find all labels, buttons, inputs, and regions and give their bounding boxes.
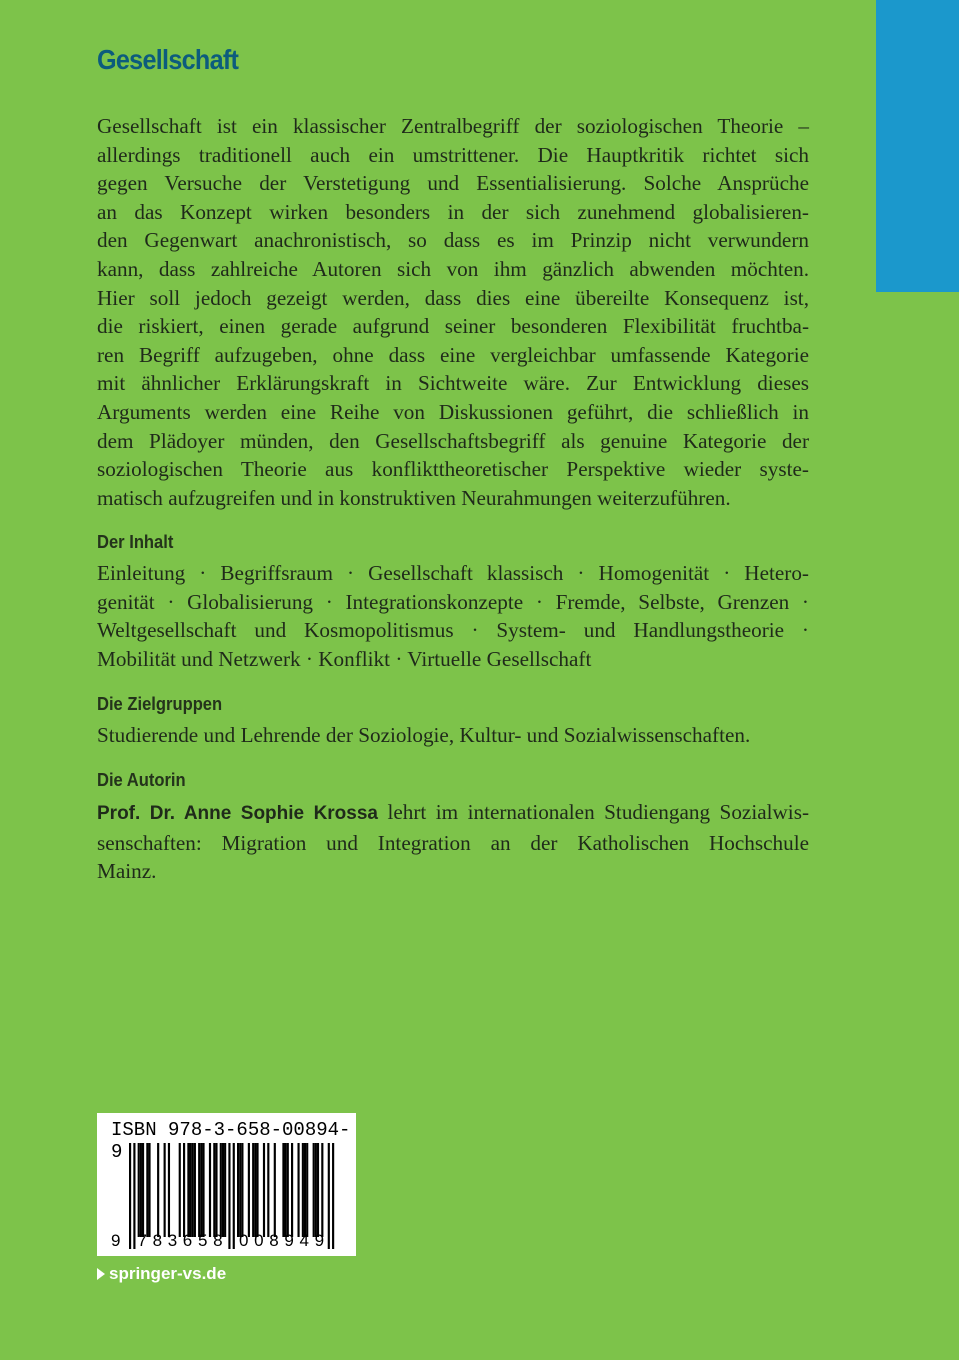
barcode-bar (302, 1143, 304, 1237)
text-line: ren Begriff aufzugeben, ohne dass eine vergleichbar umfassende Kategorie (97, 342, 809, 367)
barcode-bar (252, 1143, 254, 1237)
barcode-bar (213, 1143, 215, 1237)
text-line: Hier soll jedoch gezeigt werden, dass dies eine übereilte Konsequenz ist, (97, 285, 809, 310)
barcode-bar (146, 1143, 148, 1237)
barcode-bar (248, 1143, 250, 1237)
barcode-bar (129, 1143, 131, 1249)
book-title: Gesellschaft (97, 44, 239, 75)
inhalt-heading: Der Inhalt (97, 532, 174, 552)
ean-digit: 9 (314, 1231, 325, 1250)
barcode-bar (254, 1143, 256, 1237)
barcode-bar (220, 1143, 222, 1237)
text-line: genität · Globalisierung · Integrationskonzepte · Fremde, Selbste, Grenzen · (97, 589, 809, 614)
barcode-bar (228, 1143, 230, 1249)
text-line: Mobilität und Netzwerk · Konflikt · Virtuelle Gesellschaft (97, 646, 592, 671)
ean-digit: 8 (152, 1231, 163, 1250)
barcode-bar (239, 1143, 241, 1237)
autorin-heading: Die Autorin (97, 770, 186, 790)
text-line: gegen Versuche der Verstetigung und Essentialisierung. Solche Ansprüche (97, 171, 809, 196)
barcode-bar (297, 1143, 299, 1237)
barcode-bar (315, 1143, 317, 1237)
barcode-bar (142, 1143, 144, 1237)
ean-digit: 3 (167, 1231, 178, 1250)
barcode-bar (321, 1143, 323, 1237)
zielgruppen-heading: Die Zielgruppen (97, 694, 223, 714)
autorin-text: Prof. Dr. Anne Sophie Krossa lehrt im internationalen Studiengang Sozialwis- senschaften: Migration und Integration an der Katholischen Hochschule Mainz. (97, 800, 809, 884)
barcode-bar (256, 1143, 258, 1237)
isbn-label: ISBN 978-3-658-00894-9 (111, 1119, 351, 1163)
text-line: kann, dass zahlreiche Autoren sich von ihm gänzlich abwenden möchten. (97, 256, 809, 281)
ean-digit: 9 (111, 1231, 121, 1250)
play-arrow-icon (97, 1268, 105, 1280)
barcode-bar (202, 1143, 204, 1237)
text-line: die riskiert, einen gerade aufgrund seiner besonderen Flexibilität fruchtba- (97, 314, 809, 339)
barcode-bar (179, 1143, 181, 1237)
text-line: Gesellschaft ist ein klassischer Zentralbegriff der soziologischen Theorie – (97, 114, 809, 138)
isbn-barcode (97, 1113, 356, 1256)
barcode-bar (198, 1143, 200, 1237)
barcode-bar (241, 1143, 243, 1237)
barcode-bar (140, 1143, 142, 1237)
text-line: Arguments werden eine Reihe von Diskussionen geführt, die schließlich in (97, 399, 809, 424)
text-line: dem Plädoyer münden, den Gesellschaftsbegriff als genuine Kategorie der (97, 428, 809, 453)
barcode-bar (306, 1143, 308, 1237)
barcode-bar (274, 1143, 276, 1237)
barcode-bar (164, 1143, 166, 1237)
barcode-bar (263, 1143, 265, 1237)
barcode-bar (222, 1143, 224, 1237)
barcode-bar (287, 1143, 289, 1237)
barcode-bar (157, 1143, 159, 1237)
barcode-bar (233, 1143, 235, 1249)
barcode-bar (194, 1143, 196, 1237)
barcode-bar (168, 1143, 170, 1237)
text-line: matisch aufzugreifen und in konstruktiven Neurahmungen weiterzuführen. (97, 485, 731, 510)
barcode-bar (189, 1143, 191, 1237)
ean-digit: 5 (198, 1231, 208, 1250)
zielgruppen-text (97, 721, 809, 750)
barcode-bar (317, 1143, 319, 1237)
ean-digit: 9 (284, 1231, 294, 1250)
barcode-bar (267, 1143, 269, 1237)
barcode-bar (332, 1143, 334, 1249)
barcode-bar (313, 1143, 315, 1237)
text-line: Weltgesellschaft und Kosmopolitismus · System- und Handlungstheorie · (97, 618, 809, 643)
text-line: Studierende und Lehrende der Soziologie, Kultur- und Sozialwissenschaften. (97, 723, 751, 747)
ean-digit: 0 (254, 1231, 264, 1250)
ean-digit: 6 (182, 1231, 193, 1250)
ean-digit: 8 (213, 1231, 223, 1250)
publisher-url: springer-vs.de (109, 1264, 227, 1283)
barcode-bar (183, 1143, 185, 1237)
barcode-bar (133, 1143, 135, 1249)
barcode-bar (328, 1143, 330, 1249)
barcode-bar (148, 1143, 150, 1237)
text-line: allerdings traditionell auch ein umstrittener. Die Hauptkritik richtet sich (97, 142, 809, 167)
barcode-bar (187, 1143, 189, 1237)
inhalt-list (97, 559, 809, 673)
text-line: soziologischen Theorie aus konflikttheoretischer Perspektive wieder syste- (97, 457, 809, 482)
ean-digit: 0 (239, 1231, 249, 1250)
text-line: mit ähnlicher Erklärungskraft in Sichtweite wäre. Zur Entwicklung dieses (97, 371, 809, 396)
blue-accent-tab (876, 0, 959, 292)
barcode-bar (138, 1143, 140, 1237)
barcode-bar (304, 1143, 306, 1237)
barcode-bar (285, 1143, 287, 1237)
barcode-bar (291, 1143, 293, 1237)
barcode-bar (282, 1143, 284, 1237)
barcode-bar (215, 1143, 217, 1237)
ean-digit: 8 (269, 1231, 279, 1250)
ean-digit: 4 (299, 1231, 309, 1250)
publisher-link[interactable] (97, 1264, 226, 1284)
barcode-bar (237, 1143, 239, 1237)
ean-digit: 7 (137, 1231, 147, 1250)
text-line: den Gegenwart anachronistisch, so dass es im Prinzip nicht verwundern (97, 228, 809, 253)
text-line: Einleitung · Begriffsraum · Gesellschaft klassisch · Homogenität · Hetero- (97, 561, 809, 585)
barcode-bar (209, 1143, 211, 1237)
intro-paragraph (97, 112, 809, 512)
barcode-bar (200, 1143, 202, 1237)
text-line: an das Konzept wirken besonders in der sich zunehmend globalisieren- (97, 199, 809, 224)
barcode-bar (192, 1143, 194, 1237)
author-name: Prof. Dr. Anne Sophie Krossa (97, 803, 378, 824)
barcode-bar (224, 1143, 226, 1237)
